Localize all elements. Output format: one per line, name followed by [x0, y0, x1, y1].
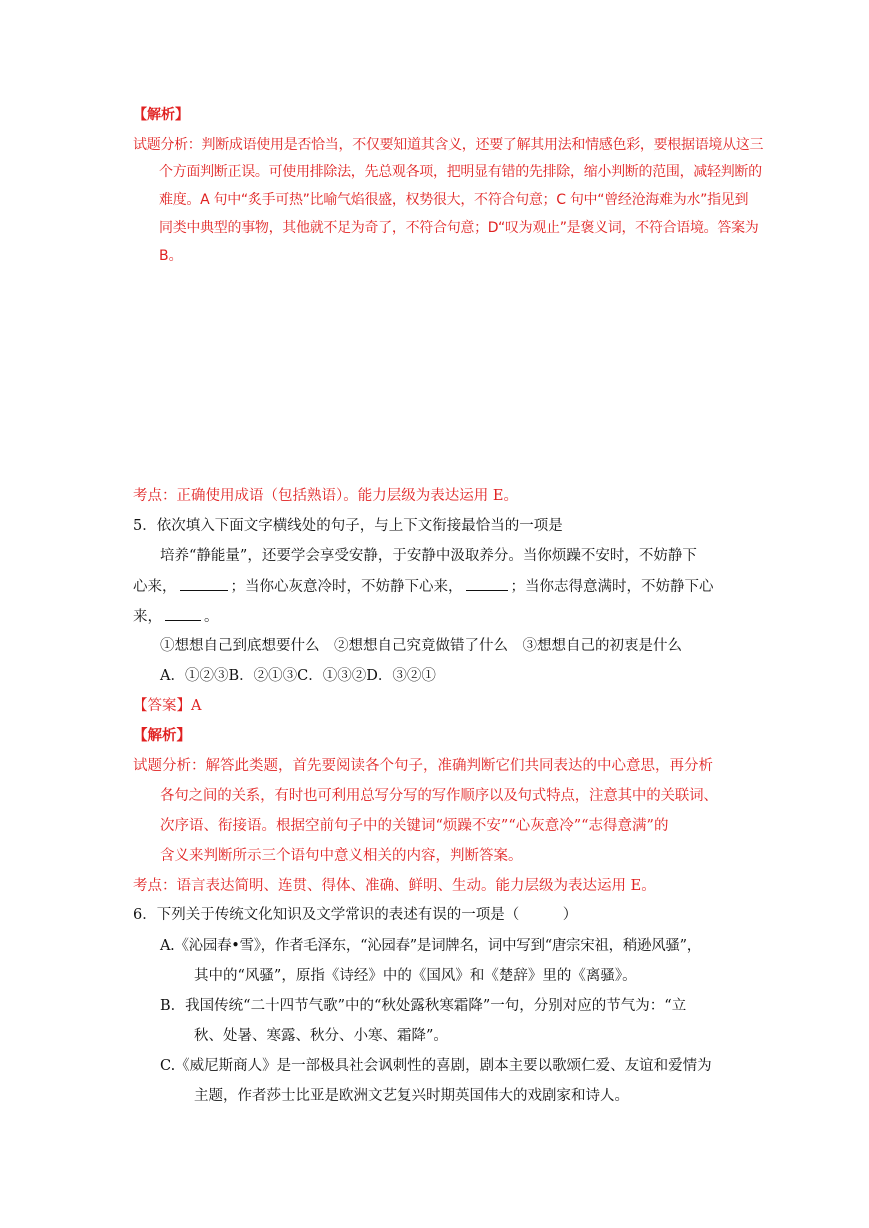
question-5-choices: A．①②③B．②①③C．①③②D．③②①: [160, 668, 436, 684]
analysis-line: 含义来判断所示三个语句中意义相关的内容，判断答案。: [160, 848, 523, 864]
analysis-heading: 【解析】: [133, 727, 191, 744]
question-6-stem: 6．下列关于传统文化知识及文学常识的表述有误的一项是（ ）: [133, 907, 578, 923]
passage-text: ；当你心灰意冷时，不妨静下心来，: [230, 579, 463, 595]
analysis-line: 同类中典型的事物，其他就不足为奇了，不符合句意；D“叹为观止”是褒义词，不符合语境。答案为: [159, 220, 759, 236]
question-5-passage: 培养“静能量”，还要学会享受安静，于安静中汲取养分。当你烦躁不安时，不妨静下: [160, 548, 697, 564]
analysis-line: 试题分析：判断成语使用是否恰当，不仅要知道其含义，还要了解其用法和情感色彩，要根据语境从这三: [133, 137, 764, 153]
blank-2: [466, 576, 508, 591]
passage-text: 。: [204, 609, 219, 625]
kaodian-note: 考点：正确使用成语（包括熟语）。能力层级为表达运用 E。: [133, 488, 518, 504]
question-6-option-a: A.《沁园春•雪》，作者毛泽东，“沁园春”是词牌名，词中写到“唐宗宋祖，稍逊风骚”，: [160, 938, 701, 954]
question-6-option-c: C.《威尼斯商人》是一部极具社会讽刺性的喜剧，剧本主要以歌颂仁爱、友谊和爱情为: [160, 1058, 712, 1074]
analysis-line: 个方面判断正误。可使用排除法，先总观各项，把明显有错的先排除，缩小判断的范围，减轻判断的: [159, 164, 762, 180]
question-5-options: ①想想自己到底想要什么 ②想想自己究竟做错了什么 ③想想自己的初衷是什么: [160, 638, 682, 654]
analysis-heading: 【解析】: [133, 107, 189, 123]
question-5-passage: [133, 576, 714, 597]
analysis-line: 试题分析：解答此类题，首先要阅读各个句子，准确判断它们共同表达的中心意思，再分析: [133, 758, 713, 774]
answer-label: 【答案】A: [133, 698, 202, 714]
question-6-option-b: 秋、处暑、寒露、秋分、小寒、霜降”。: [194, 1028, 448, 1044]
analysis-line: 难度。A 句中“炙手可热”比喻气焰很盛，权势很大，不符合句意；C 句中“曾经沧海难为水”指见到: [159, 192, 749, 208]
question-5-stem: 5．依次填入下面文字横线处的句子，与上下文衔接最恰当的一项是: [133, 518, 563, 534]
question-5-passage: [133, 606, 219, 627]
analysis-line: 次序语、衔接语。根据空前句子中的关键词“烦躁不安”“心灰意冷”“志得意满”的: [160, 818, 669, 834]
kaodian-note: 考点：语言表达简明、连贯、得体、准确、鲜明、生动。能力层级为表达运用 E。: [133, 878, 656, 894]
question-6-option-b: B．我国传统“二十四节气歌”中的“秋处露秋寒霜降”一句，分别对应的节气为：“立: [160, 998, 687, 1014]
passage-text: ；当你志得意满时，不妨静下心: [510, 579, 714, 595]
blank-1: [180, 576, 228, 591]
passage-text: 心来，: [133, 579, 177, 595]
blank-3: [165, 606, 201, 621]
analysis-line: 各句之间的关系，有时也可利用总写分写的写作顺序以及句式特点，注意其中的关联词、: [160, 788, 718, 804]
question-6-option-a: 其中的“风骚”，原指《诗经》中的《国风》和《楚辞》里的《离骚》。: [194, 968, 637, 984]
passage-text: 来，: [133, 609, 162, 625]
analysis-line: B。: [159, 248, 183, 264]
question-6-option-c: 主题，作者莎士比亚是欧洲文艺复兴时期英国伟大的戏剧家和诗人。: [194, 1088, 629, 1104]
